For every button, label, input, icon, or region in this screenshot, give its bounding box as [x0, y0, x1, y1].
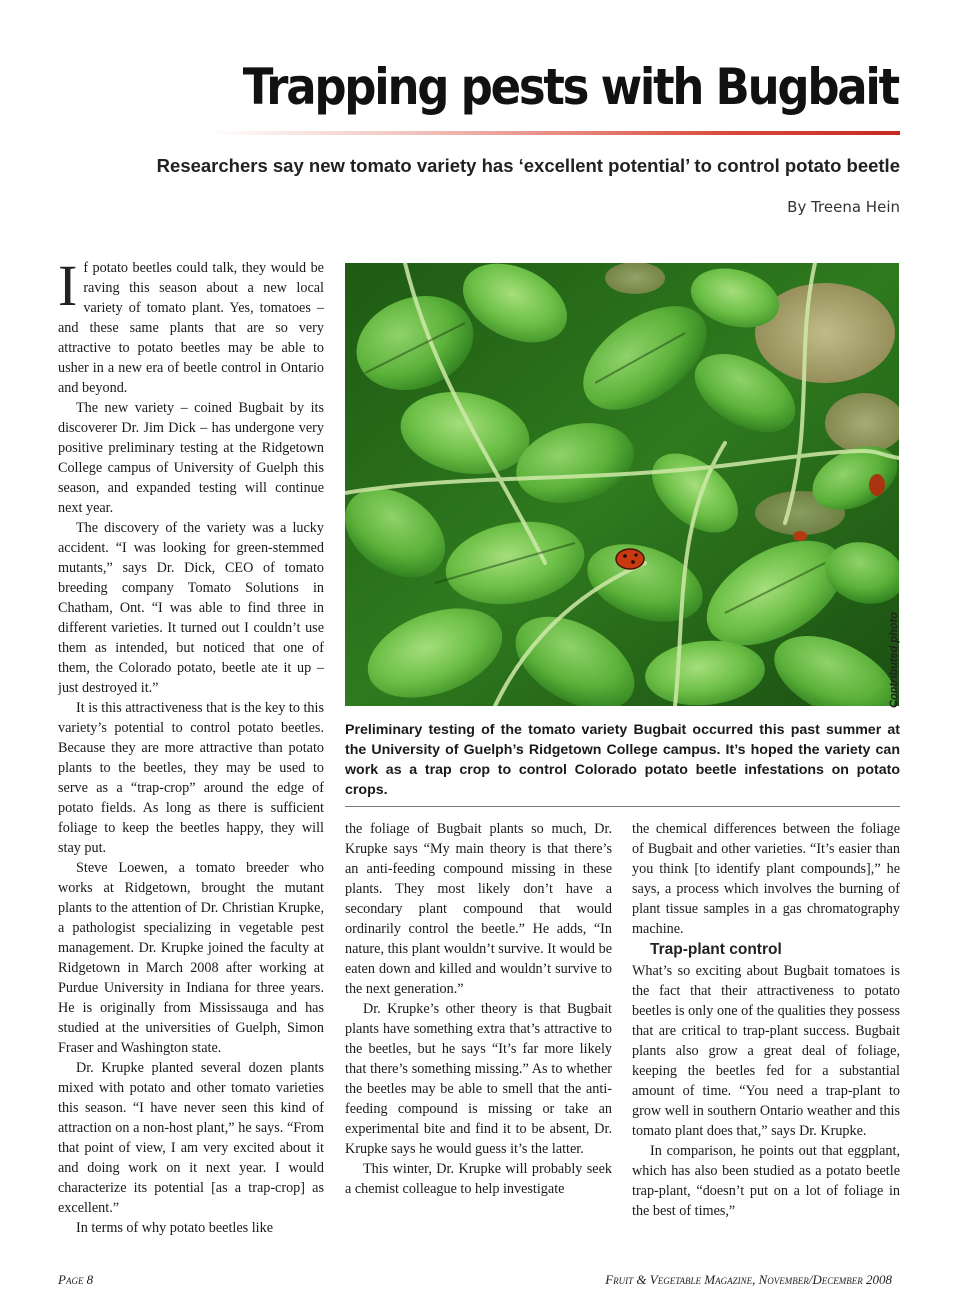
page-number: Page 8: [58, 1272, 94, 1287]
paragraph-4: It is this attractiveness that is the key to this variety’s potential to control potato beetles. Because they are more attractive than potato plants to the beetles, they may be used to serve as a “trap-crop” around the edge of potato fields. As long as there is sufficient foliage to keep the beetles happy, they will stay put.: [58, 700, 324, 856]
byline: By Treena Hein: [787, 198, 900, 216]
column-2-paragraph-2: Dr. Krupke’s other theory is that Bugbait plants have something extra that’s attractive to the beetles, but he says “It’s far more likely that there’s something missing.” As to whether the beetles may be able to smell that the anti-feeding compound is missing or take an experimental bite and find it to be absent, Dr. Krupke says he would guess it’s the latter.: [345, 1001, 612, 1157]
headline-rule: [210, 131, 900, 135]
publication-footer: Fruit & Vegetable Magazine, November/December 2008: [605, 1272, 892, 1287]
article-subheadline: Researchers say new tomato variety has ‘excellent potential’ to control potato beetle: [156, 155, 900, 176]
caption-divider: [345, 806, 900, 807]
section-heading: Trap-plant control: [650, 941, 782, 958]
tomato-foliage-photo: [345, 263, 899, 706]
article-headline: Trapping pests with Bugbait: [242, 58, 898, 116]
body-column-3: [632, 819, 900, 1262]
paragraph-7: In terms of why potato beetles like: [76, 1220, 273, 1236]
paragraph-1-text: f potato beetles could talk, they would be raving this season about a new local variety of tomato plant. Yes, tomatoes – and these same plants that are so very attractive to potato beetles may be able to usher in a new era of beetle control in Ontario and beyond.: [58, 260, 324, 396]
column-3-paragraph-3: In comparison, he points out that eggplant, which has also been studied as a potato beetle trap-plant, “doesn’t put on a lot of foliage in the best of times,”: [632, 1143, 900, 1219]
photo-credit: Contributed photo: [888, 612, 900, 708]
body-column-1: [58, 258, 324, 1262]
paragraph-3: The discovery of the variety was a lucky accident. “I was looking for green-stemmed mutants,” says Dr. Dick, CEO of tomato breeding company Tomato Solutions in Chatham, Ont. “I was able to find three in different varieties. It turned out I couldn’t use them as intended, but noticed that one of them, the Colorado potato, beetle ate it up – just destroyed it.”: [58, 520, 324, 696]
drop-cap: I: [58, 258, 78, 318]
column-3-paragraph-1: the chemical differences between the foliage of Bugbait and other varieties. “It’s easier than you think [to identify plant compounds],” he says, a process which involves the burning of plant tissue samples in a gas chromatography machine.: [632, 821, 900, 937]
body-column-2: [345, 819, 612, 1262]
paragraph-5: Steve Loewen, a tomato breeder who works at Ridgetown, brought the mutant plants to the attention of Dr. Christian Krupke, a pathologist specializing in vegetable pest management. Dr. Krupke joined the faculty at Ridgetown in March 2008 after working at Purdue University in Indiana for three years. He is originally from Mississauga and has studied at the universities of Guelph, Simon Fraser and Washington state.: [58, 860, 324, 1056]
paragraph-6: Dr. Krupke planted several dozen plants mixed with potato and other tomato varieties this season. “I have never seen this kind of attraction on a non-host plant,” he says. “From that point of view, I am very excited about it and doing work on it next year. I would characterize its potential [as a trap-crop] as excellent.”: [58, 1060, 324, 1216]
photo-caption: Preliminary testing of the tomato variety Bugbait occurred this past summer at the University of Guelph’s Ridgetown College campus. It’s hoped the variety can work as a trap crop to control Colorado potato beetle infestations on potato crops.: [345, 722, 900, 798]
column-2-paragraph-1: the foliage of Bugbait plants so much, Dr. Krupke says “My main theory is that there’s an anti-feeding compound missing in these plants. They most likely don’t have a secondary plant compound that would ordinarily control the beetle.” He adds, “In nature, this plant wouldn’t survive. It would be eaten down and killed and wouldn’t survive to the next generation.”: [345, 821, 612, 997]
paragraph-2: The new variety – coined Bugbait by its discoverer Dr. Jim Dick – has undergone very positive preliminary testing at the Ridgetown College campus of University of Guelph this season, and expanded testing will continue next year.: [58, 400, 324, 516]
column-3-paragraph-2: What’s so exciting about Bugbait tomatoes is the fact that their attractiveness to potato beetles is only one of the qualities they possess that are critical to trap-plant success. Bugbait plants also grow a great deal of foliage, keeping the beetles fed for a substantial amount of time. “You need a trap-plant to grow well in southern Ontario weather and this tomato plant does that,” says Dr. Krupke.: [632, 963, 900, 1139]
column-2-paragraph-3: This winter, Dr. Krupke will probably seek a chemist colleague to help investigate: [345, 1161, 612, 1197]
paragraph-1: [58, 258, 324, 398]
article-photo: [345, 263, 899, 706]
